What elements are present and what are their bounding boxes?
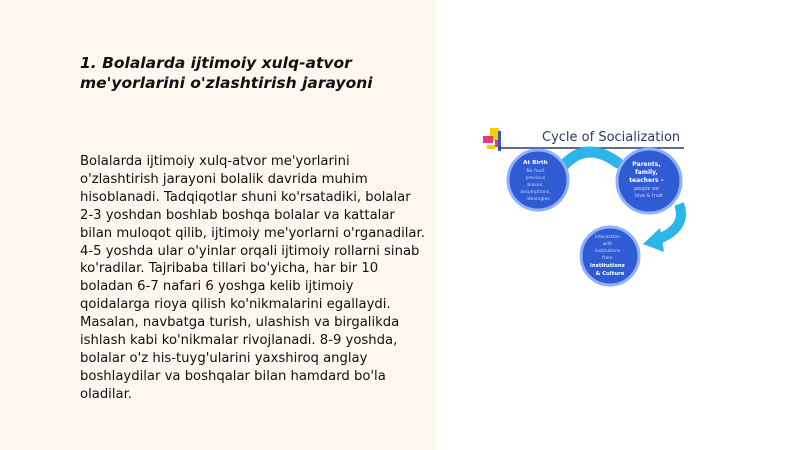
circle-at-birth-line-3: previous: [525, 176, 546, 181]
circle-institutions-line-2: with: [602, 242, 613, 247]
cycle-arrow-1: [560, 152, 618, 170]
circle-at-birth-line-6: ideologies: [526, 197, 550, 202]
circle-parents-line-5: love & trust: [634, 194, 664, 199]
circle-at-birth-line-2: No fault: [526, 169, 545, 174]
circle-parents: [617, 149, 681, 213]
circle-at-birth-line-1: At Birth: [523, 160, 548, 166]
diagram-title: Cycle of Socialization: [542, 130, 681, 145]
circle-institutions: [581, 223, 639, 285]
circle-institutions-line-6: & Culture: [595, 271, 625, 277]
circle-institutions-line-3: institutions: [594, 249, 621, 254]
circle-parents-line-1: Parents,: [632, 161, 661, 168]
circle-parents-line-3: teachers –: [629, 177, 664, 184]
circle-parents-line-4: people we: [634, 187, 659, 192]
circle-institutions-line-1: Interaction: [594, 235, 620, 240]
circle-at-birth-line-4: biases,: [527, 183, 544, 188]
circle-at-birth: [508, 149, 568, 210]
slide-body-text: Bolalarda ijtimoiy xulq-atvor me'yorlarini o'zlashtirish jarayoni bolalik davrida muhim hisoblanadi. Tadqiqotlar shuni ko'rsatadiki, bolalar 2-3 yoshdan boshlab boshqa bolalar va kattalar bilan muloqot qilib, ijtimoiy me'yorlarni o'rganadilar. 4-5 yoshda ular o'yinlar orqali ijtimoiy rollarni sinab ko'radilar. Tajribaba tillari bo'yicha, har bir 10 boladan 6-7 nafari 6 yoshga kelib ijtimoiy qoidalarga rioya qilish ko'nikmalarini egallaydi. Masalan, navbatga turish, ulashish va birgalikda ishlash kabi ko'nikmalar rivojlanadi. 8-9 yoshda, bolalar o'z his-tuyg'ularini yaxshiroq anglay boshlaydilar va boshqalar bilan hamdard bo'la oladilar.: [80, 154, 425, 402]
circle-at-birth-line-5: assumptions,: [520, 190, 551, 195]
slide-title: 1. Bolalarda ijtimoiy xulq-atvor me'yorlarini o'zlashtirish jarayoni: [80, 54, 373, 92]
circle-institutions-line-5: institutions: [589, 263, 625, 269]
circle-parents-line-2: family,: [635, 169, 658, 176]
circle-institutions-line-4: from: [602, 256, 613, 261]
cycle-of-socialization-diagram: [478, 118, 718, 293]
